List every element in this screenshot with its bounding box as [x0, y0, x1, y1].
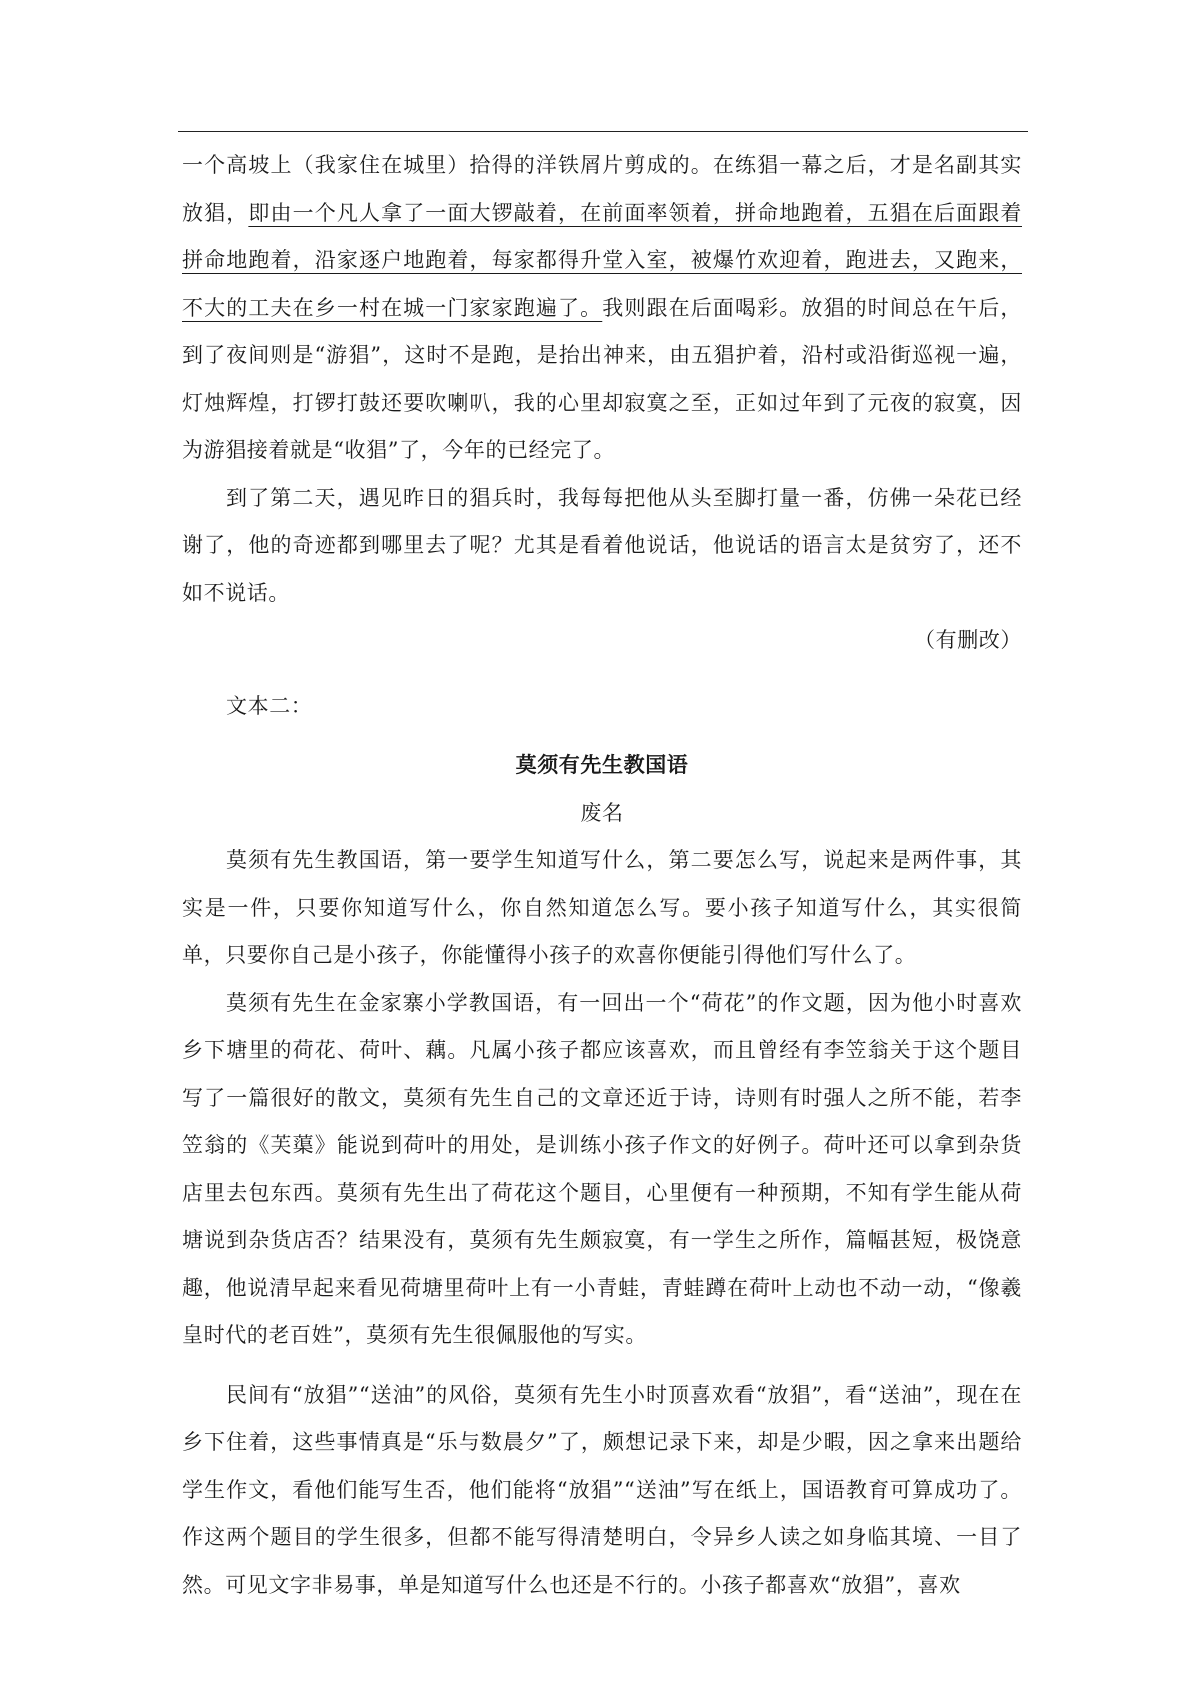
text1-paragraph-1 — [182, 142, 1022, 475]
text2-label: 文本二： — [226, 693, 313, 718]
text2-paragraph-2: 莫须有先生在金家寨小学教国语，有一回出一个“荷花”的作文题，因为他小时喜欢乡下塘里的荷花、荷叶、藕。凡属小孩子都应该喜欢，而且曾经有李笠翁关于这个题目写了一篇很好的散文，莫须有先生自己的文章还近于诗，诗则有时强人之所不能，若李笠翁的《芙蕖》能说到荷叶的用处，是训练小孩子作文的好例子。荷叶还可以拿到杂货店里去包东西。莫须有先生出了荷花这个题目，心里便有一种预期，不知有学生能从荷塘说到杂货店否？结果没有，莫须有先生颇寂寞，有一学生之所作，篇幅甚短，极饶意趣，他说清早起来看见荷塘里荷叶上有一小青蛙，青蛙蹲在荷叶上动也不动一动，“像羲皇时代的老百姓”，莫须有先生很佩服他的写实。 — [182, 990, 1022, 1347]
text1-p1-after: 我则跟在后面喝彩。放猖的时间总在午后，到了夜间则是“游猖”，这时不是跑，是抬出神来，由五猖护着，沿村或沿街巡视一遍，灯烛辉煌，打锣打鼓还要吹喇叭，我的心里却寂寞之至，正如过年到了元夜的寂寞，因为游猖接着就是“收猖”了，今年的已经完了。 — [182, 295, 1022, 462]
article-title: 莫须有先生教国语 — [515, 753, 689, 777]
article-author: 废名 — [580, 800, 624, 825]
header-rule — [178, 131, 1028, 132]
text1-p1-before: 一个高坡上（我家住在城里）拾得的洋铁屑片剪成的。在练猖一幕之后，才是名副其实放猖， — [182, 153, 1022, 225]
text2-paragraph-3: 民间有“放猖”“送油”的风俗，莫须有先生小时顶喜欢看“放猖”，看“送油”，现在在乡下住着，这些事情真是“乐与数晨夕”了，颇想记录下来，却是少暇，因之拿来出题给学生作文，看他们能写生否，他们能将“放猖”“送油”写在纸上，国语教育可算成功了。作这两个题目的学生很多，但都不能写得清楚明白，令异乡人读之如身临其境、一目了然。可见文字非易事，单是知道写什么也还是不行的。小孩子都喜欢“放猖”，喜欢 — [182, 1382, 1022, 1597]
document-body — [182, 142, 1022, 1609]
edit-note: （有删改） — [914, 628, 1022, 652]
underlined-passage: 即由一个凡人拿了一面大锣敲着，在前面率领着，拼命地跑着，五猖在后面跟着拼命地跑着，沿家逐户地跑着，每家都得升堂入室，被爆竹欢迎着，跑进去，又跑来，不大的工夫在乡一村在城一门家家跑遍了。 — [182, 200, 1022, 320]
text2-paragraph-1: 莫须有先生教国语，第一要学生知道写什么，第二要怎么写，说起来是两件事，其实是一件，只要你知道写什么，你自然知道怎么写。要小孩子知道写什么，其实很简单，只要你自己是小孩子，你能懂得小孩子的欢喜你便能引得他们写什么了。 — [182, 848, 1022, 967]
text1-paragraph-2: 到了第二天，遇见昨日的猖兵时，我每每把他从头至脚打量一番，仿佛一朵花已经谢了，他的奇迹都到哪里去了呢？尤其是看着他说话，他说话的语言太是贫穷了，还不如不说话。 — [182, 485, 1022, 605]
